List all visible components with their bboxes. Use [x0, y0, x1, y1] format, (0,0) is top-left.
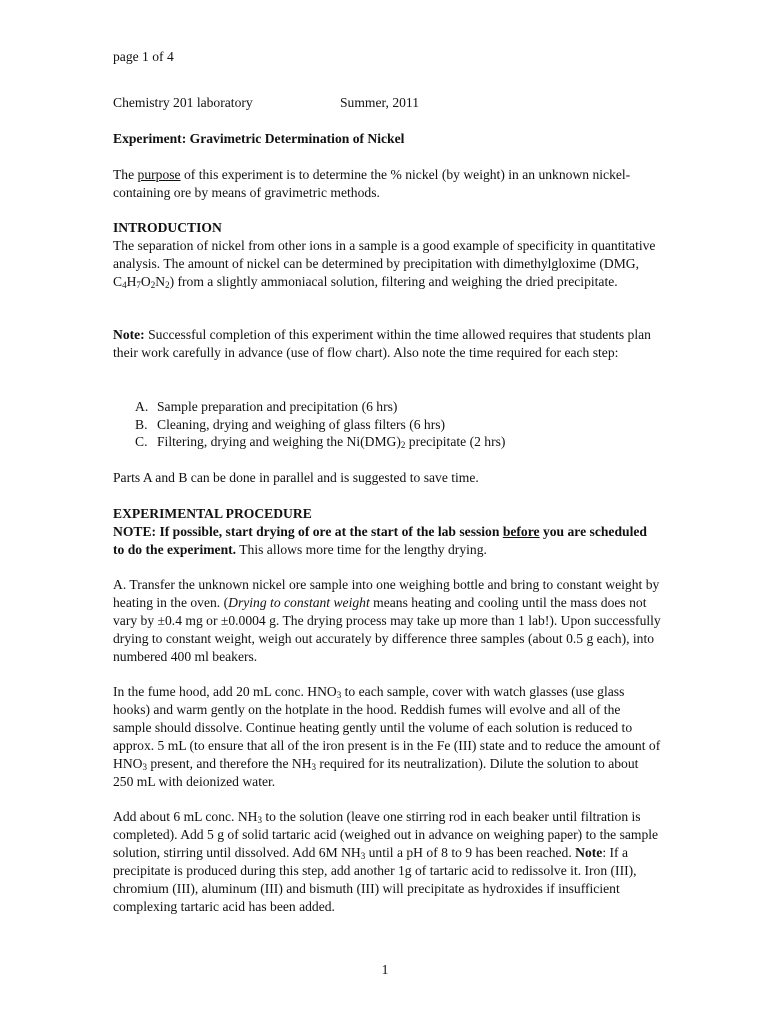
procedure-note	[113, 523, 661, 559]
purpose-keyword: purpose	[137, 167, 181, 182]
list-marker: B.	[135, 416, 148, 432]
intro-text-1: The separation of nickel from other ions in a sample is a good example of specificity in quantitative analysis. The amount of nickel can be determined by precipitation with dimethylgloxime (DMG,	[113, 238, 656, 271]
list-marker: C.	[135, 434, 148, 449]
list-item	[135, 398, 655, 416]
step-a-text-2: means heating and cooling until the mass does not vary by ±0.4 mg or ±0.0004 g. The drying process may take up more than 1 lab!). Upon successfully drying to constant weight, weigh out accurately by difference three samples (about 0.5 g each), into numbered 400 ml beakers.	[113, 595, 661, 664]
parallel-note: Parts A and B can be done in parallel and is suggested to save time.	[113, 470, 479, 485]
list-text: Cleaning, drying and weighing of glass filters (6 hrs)	[157, 416, 446, 432]
experiment-title: Experiment: Gravimetric Determination of Nickel	[113, 131, 405, 146]
course-name: Chemistry 201 laboratory	[113, 95, 253, 110]
list-text	[157, 433, 505, 451]
nh3-text-2: to the solution (leave one stirring rod in each beaker until filtration is completed). Add 5 g of solid tartaric acid (weighed out in advance on weighing paper) to the sample solution, stirring until dissolved. Add 6M NH	[113, 809, 659, 860]
nh3-text-4: : If a precipitate is produced during this step, add another 1g of tartaric acid to redissolve it. Iron (III), chromium (III), aluminum (III) and bismuth (III) will precipitate as hydroxides if insufficient complexing tartaric acid has been added.	[113, 845, 637, 914]
list-marker: A.	[135, 399, 149, 414]
hood-text-1: In the fume hood, add 20 mL conc. HNO	[113, 684, 337, 699]
nh3-sub-1: 3	[257, 815, 262, 825]
fume-hood-paragraph	[113, 683, 661, 791]
nh3-text-3: until a pH of 8 to 9 has been reached.	[365, 845, 576, 860]
page-number: 1	[381, 962, 389, 977]
note-label: Note:	[113, 327, 145, 342]
hood-sub-1: 3	[336, 690, 342, 700]
procedure-note-text-2: you are scheduled to do the experiment.	[113, 524, 647, 557]
intro-text-2: ) from a slightly ammoniacal solution, filtering and weighing the dried precipitate.	[169, 274, 618, 289]
formula-c-sub: 4	[122, 280, 127, 290]
formula-h-sub: 7	[136, 280, 141, 290]
purpose-paragraph	[113, 166, 661, 202]
list-text-main: Filtering, drying and weighing the Ni(DMG)	[157, 434, 401, 449]
introduction-heading: INTRODUCTION	[113, 220, 222, 235]
purpose-text-2: of this experiment is to determine the % nickel (by weight) in an unknown nickel-containing ore by means of gravimetric methods.	[113, 167, 631, 200]
formula-n: N	[155, 274, 166, 289]
step-a-text-1: A. Transfer the unknown nickel ore sample into one weighing bottle and bring to constant weight by heating in the oven. (	[113, 577, 660, 610]
page-indicator: page 1 of 4	[113, 49, 174, 64]
formula-h: H	[126, 274, 137, 289]
nh3-text-1: Add about 6 mL conc. NH	[113, 809, 258, 824]
hood-text-4: required for its neutralization). Dilute the solution to about 250 mL with deionized water.	[113, 756, 639, 789]
formula-o: O	[140, 274, 151, 289]
note-paragraph	[113, 326, 661, 362]
note-text: Successful completion of this experiment within the time allowed requires that students plan their work carefully in advance (use of flow chart). Also note the time required for each step:	[113, 327, 651, 360]
nh3-note-label: Note	[575, 845, 603, 860]
term: Summer, 2011	[340, 95, 419, 110]
procedure-note-emphasis: before	[502, 524, 540, 539]
formula-c: C	[113, 274, 123, 289]
list-item	[135, 433, 655, 451]
purpose-text-1: The	[113, 167, 138, 182]
hood-text-2: to each sample, cover with watch glasses (use glass hooks) and warm gently on the hotplate in the hood. Reddish fumes will evolve and all of the sample should dissolve. Continue heating gently until the volume of each solution is reduced to approx. 5 mL (to ensure that all of the iron present is in the Fe (III) state and to reduce the amount of HNO	[113, 684, 661, 771]
list-text-sub: 2	[400, 440, 406, 450]
hood-sub-2: 3	[142, 762, 147, 772]
formula-o-sub: 2	[150, 280, 156, 290]
list-text-tail: precipitate (2 hrs)	[405, 434, 506, 449]
list-text: Sample preparation and precipitation (6 hrs)	[157, 399, 398, 414]
nh3-sub-2: 3	[360, 851, 366, 861]
ammonia-paragraph	[113, 808, 661, 916]
step-a-italic: Drying to constant weight	[228, 595, 370, 610]
list-item	[135, 416, 655, 434]
hood-text-3: present, and therefore the NH	[146, 756, 312, 771]
procedure-note-text-1: NOTE: If possible, start drying of ore at the start of the lab session	[113, 524, 503, 539]
formula-n-sub: 2	[165, 280, 170, 290]
procedure-note-tail: This allows more time for the lengthy drying.	[236, 542, 487, 557]
step-a-paragraph	[113, 576, 661, 666]
step-list	[135, 398, 655, 451]
course-line	[113, 94, 661, 112]
hood-sub-3: 3	[311, 762, 317, 772]
introduction-paragraph	[113, 237, 661, 291]
procedure-heading: EXPERIMENTAL PROCEDURE	[113, 506, 312, 521]
